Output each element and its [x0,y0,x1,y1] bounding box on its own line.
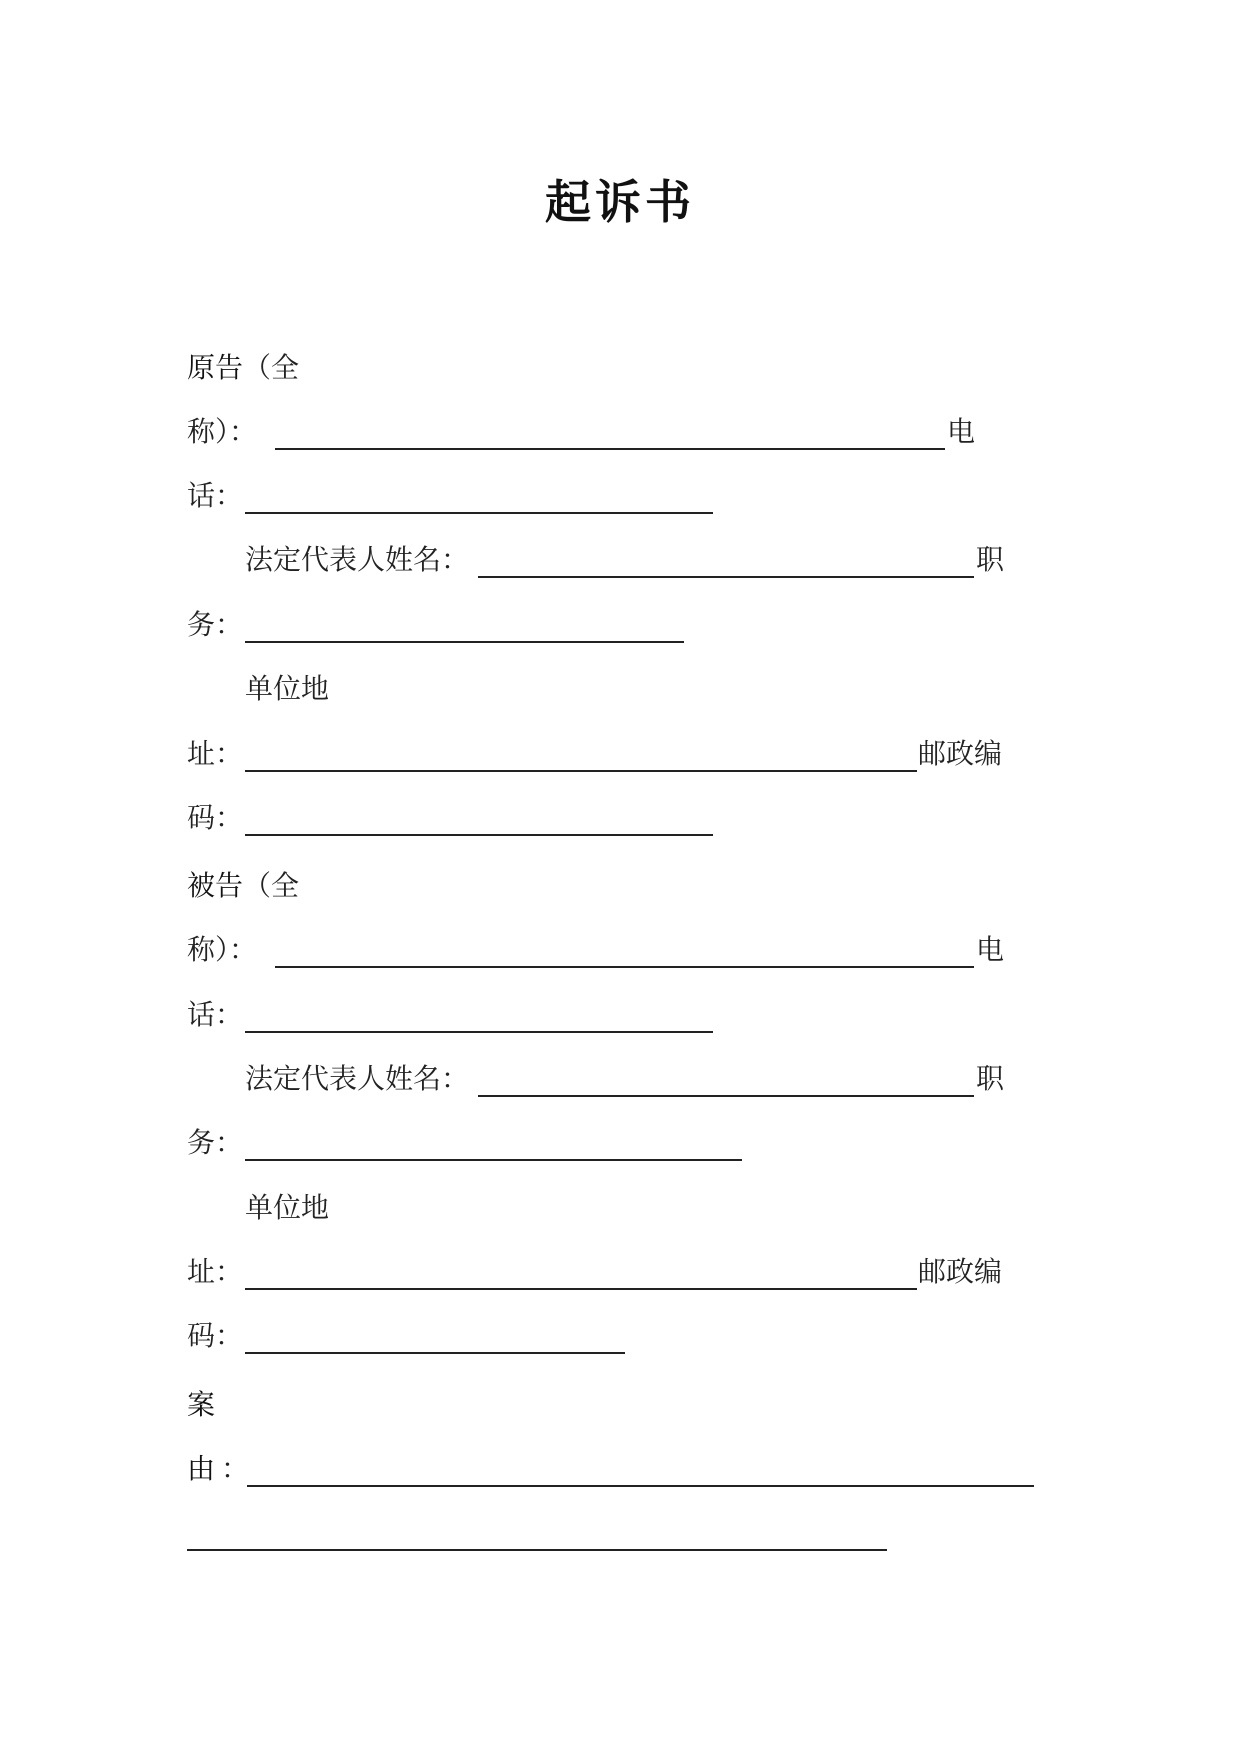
plaintiff-rep-line[interactable] [478,576,974,578]
defendant-name-line[interactable] [275,966,974,968]
defendant-phone-label: 话： [187,998,244,1031]
defendant-rep-label: 法定代表人姓名： [245,1062,470,1095]
plaintiff-position-label: 务： [187,608,244,641]
case-cause-line[interactable] [247,1485,1034,1487]
case-colon: ： [221,1452,250,1485]
plaintiff-phone-label: 话： [187,479,244,512]
defendant-position-label: 务： [187,1126,244,1159]
defendant-postal-prefix: 邮政编 [918,1255,1003,1288]
defendant-postal-label: 码： [187,1319,244,1352]
plaintiff-name-label: 称）： [187,415,258,448]
defendant-phone-line[interactable] [245,1031,713,1033]
plaintiff-phone-prefix: 电 [947,415,976,448]
case-label: 案 [187,1388,216,1421]
defendant-phone-prefix: 电 [976,933,1005,966]
defendant-fullname-paren: （全 [243,869,300,902]
case-label-cont: 由 [187,1452,216,1485]
defendant-rep-line[interactable] [478,1095,974,1097]
defendant-postal-line[interactable] [245,1352,625,1354]
plaintiff-position-prefix: 职 [976,543,1005,576]
defendant-position-line[interactable] [245,1159,742,1161]
defendant-name-label: 称）： [187,933,258,966]
plaintiff-phone-line[interactable] [245,512,713,514]
plaintiff-rep-label: 法定代表人姓名： [245,543,470,576]
defendant-position-prefix: 职 [976,1062,1005,1095]
case-cause-line-2[interactable] [187,1549,887,1551]
plaintiff-name-line[interactable] [275,448,945,450]
plaintiff-fullname-paren: （全 [243,351,300,384]
plaintiff-postal-label: 码： [187,801,244,834]
plaintiff-address-line[interactable] [245,770,917,772]
plaintiff-postal-line[interactable] [245,834,713,836]
plaintiff-postal-prefix: 邮政编 [918,737,1003,770]
defendant-address-line[interactable] [245,1288,917,1290]
defendant-address-label: 单位地 [245,1191,330,1224]
plaintiff-address-label-cont: 址： [187,737,244,770]
plaintiff-address-label: 单位地 [245,672,330,705]
document-title: 起诉书 [545,175,695,229]
plaintiff-heading: 原告 [187,351,244,384]
plaintiff-position-line[interactable] [245,641,684,643]
defendant-address-label-cont: 址： [187,1255,244,1288]
defendant-heading: 被告 [187,869,244,902]
